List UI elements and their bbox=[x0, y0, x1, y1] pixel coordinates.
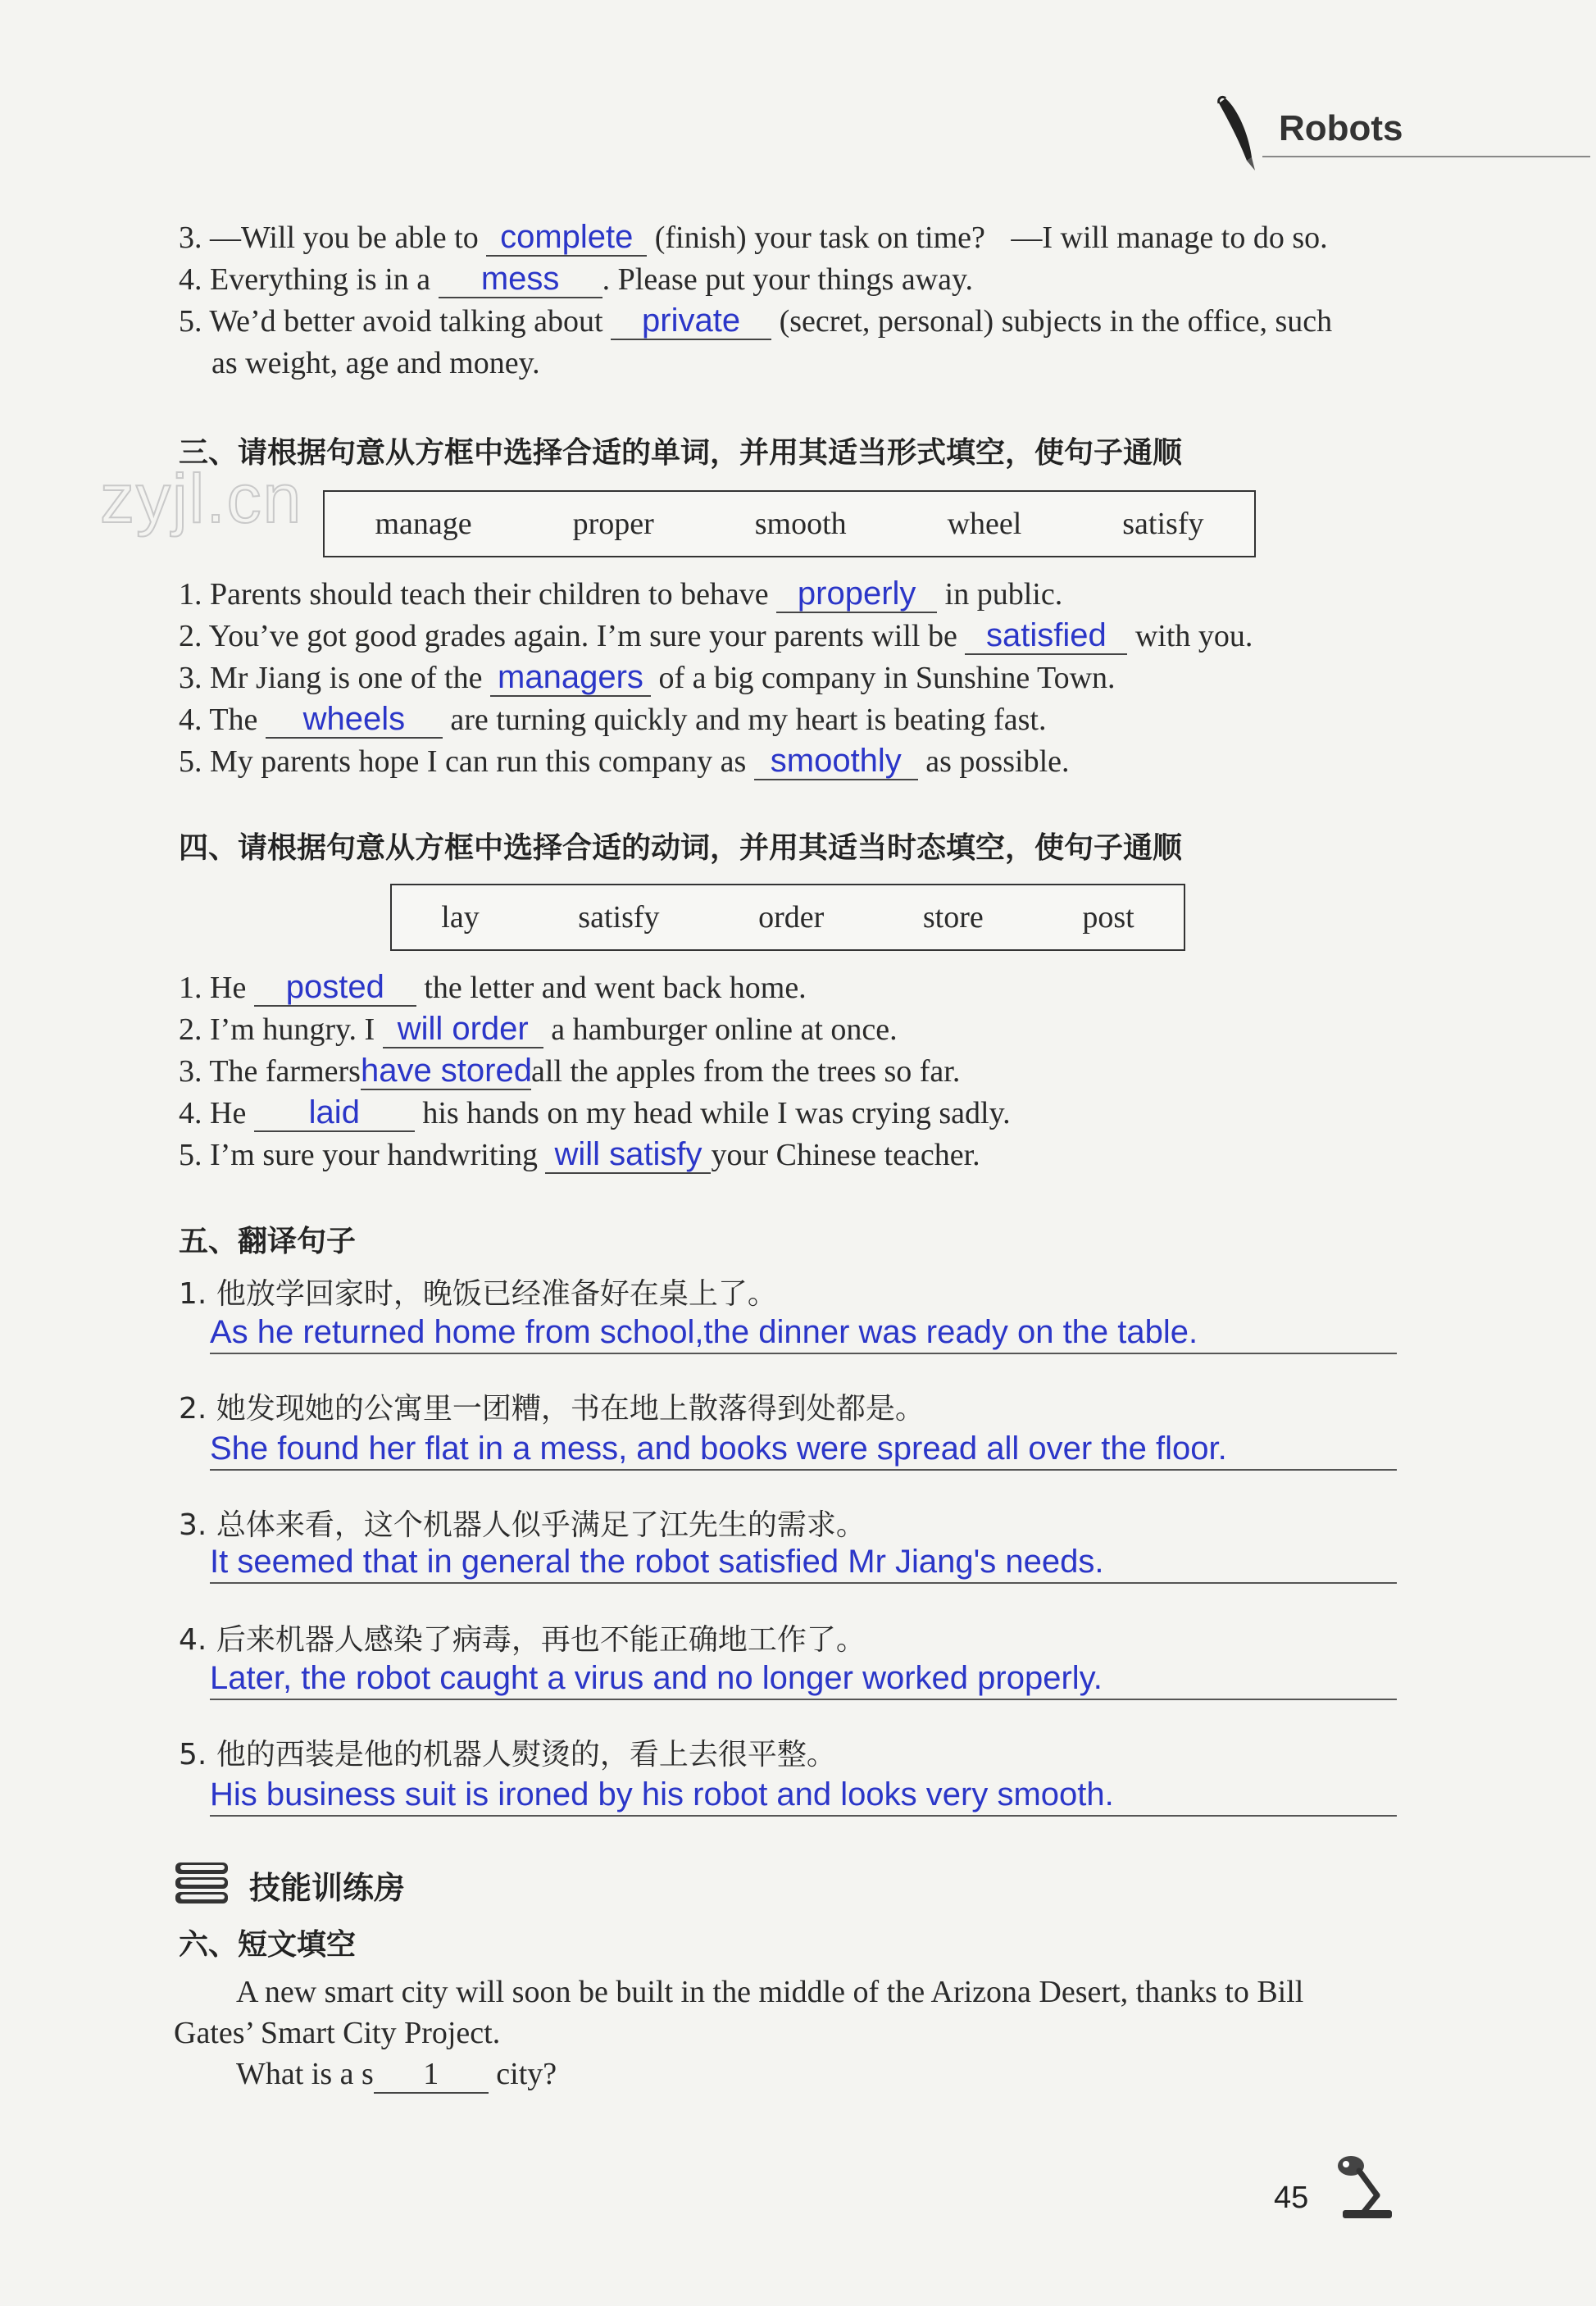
answer-blank[interactable]: posted bbox=[254, 969, 416, 1007]
answer-blank[interactable]: private bbox=[611, 302, 771, 340]
answer-blank[interactable]: wheels bbox=[266, 701, 443, 739]
translation-answer-4[interactable]: Later, the robot caught a virus and no longer worked properly. bbox=[210, 1658, 1397, 1700]
answer-blank[interactable]: smoothly bbox=[754, 743, 918, 780]
word-box-3 bbox=[323, 490, 1256, 557]
word-option: satisfy bbox=[1122, 507, 1204, 541]
answer-blank[interactable]: will satisfy bbox=[545, 1136, 711, 1174]
q3-4: 4. The wheels are turning quickly and my heart is beating fast. bbox=[179, 701, 1047, 737]
answer-blank[interactable]: mess bbox=[439, 261, 602, 298]
q2-5-line2: as weight, age and money. bbox=[211, 346, 540, 380]
q3-3: 3. Mr Jiang is one of the managers of a big company in Sunshine Town. bbox=[179, 659, 1116, 695]
answer-blank[interactable]: will order bbox=[383, 1011, 543, 1048]
word-option: store bbox=[922, 900, 984, 935]
unit-title: Robots bbox=[1279, 108, 1403, 148]
translate-prompt-1: 1. 他放学回家时，晚饭已经准备好在桌上了。 bbox=[179, 1277, 777, 1311]
translate-prompt-5: 5. 他的西装是他的机器人熨烫的，看上去很平整。 bbox=[179, 1738, 836, 1772]
translate-prompt-4: 4. 后来机器人感染了病毒，再也不能正确地工作了。 bbox=[179, 1623, 866, 1657]
section-heading-5: 五、翻译句子 bbox=[179, 1225, 357, 1258]
pen-icon bbox=[1209, 92, 1266, 174]
passage-blank-1[interactable]: 1 bbox=[374, 2056, 489, 2094]
q4-3: 3. The farmershave storedall the apples from the trees so far. bbox=[179, 1053, 961, 1089]
header-rule bbox=[1262, 156, 1590, 157]
q3-5: 5. My parents hope I can run this company as smoothly as possible. bbox=[179, 743, 1070, 779]
q2-5: 5. We’d better avoid talking about private (secret, personal) subjects in the office, such bbox=[179, 302, 1333, 339]
section-heading-3: 三、请根据句意从方框中选择合适的单词，并用其适当形式填空，使句子通顺 bbox=[179, 436, 1183, 470]
word-box-4 bbox=[390, 884, 1185, 951]
section-heading-4: 四、请根据句意从方框中选择合适的动词，并用其适当时态填空，使句子通顺 bbox=[179, 831, 1183, 865]
answer-blank[interactable]: have stored bbox=[360, 1053, 532, 1089]
translation-answer-1[interactable]: As he returned home from school,the dinner was ready on the table. bbox=[210, 1312, 1397, 1354]
translate-prompt-2: 2. 她发现她的公寓里一团糟，书在地上散落得到处都是。 bbox=[179, 1392, 925, 1426]
q3-2: 2. You’ve got good grades again. I’m sure your parents will be satisfied with you. bbox=[179, 617, 1253, 653]
books-icon bbox=[174, 1859, 230, 1905]
translation-answer-5[interactable]: His business suit is ironed by his robot and looks very smooth. bbox=[210, 1774, 1397, 1817]
translate-prompt-3: 3. 总体来看，这个机器人似乎满足了江先生的需求。 bbox=[179, 1508, 866, 1542]
answer-blank[interactable]: managers bbox=[490, 659, 651, 697]
skills-title: 技能训练房 bbox=[249, 1870, 406, 1906]
passage-line-1: A new smart city will soon be built in the middle of the Arizona Desert, thanks to Bill bbox=[236, 1975, 1304, 2009]
q3-1: 1. Parents should teach their children to behave properly in public. bbox=[179, 575, 1063, 612]
answer-blank[interactable]: properly bbox=[776, 575, 937, 613]
word-option: proper bbox=[572, 507, 654, 541]
watermark: zyjl.cn bbox=[100, 460, 303, 537]
answer-blank[interactable]: satisfied bbox=[965, 617, 1127, 655]
passage-question-1: What is a s 1 city? bbox=[236, 2054, 557, 2095]
q2-4: 4. Everything is in a mess . Please put your things away. bbox=[179, 261, 974, 297]
word-option: order bbox=[758, 900, 825, 935]
answer-blank[interactable]: laid bbox=[254, 1094, 415, 1132]
word-option: manage bbox=[375, 507, 472, 541]
q4-5: 5. I’m sure your handwriting will satisfy your Chinese teacher. bbox=[179, 1136, 980, 1172]
q4-1: 1. He posted the letter and went back home. bbox=[179, 969, 807, 1005]
section-heading-6: 六、短文填空 bbox=[179, 1928, 357, 1962]
q4-4: 4. He laid his hands on my head while I was crying sadly. bbox=[179, 1094, 1011, 1130]
page-number: 45 bbox=[1274, 2181, 1309, 2215]
word-option: smooth bbox=[754, 507, 847, 541]
word-option: satisfy bbox=[578, 900, 660, 935]
word-option: post bbox=[1082, 900, 1134, 935]
q2-3: 3. —Will you be able to complete (finish) your task on time? —I will manage to do so. bbox=[179, 219, 1328, 255]
q4-2: 2. I’m hungry. I will order a hamburger online at once. bbox=[179, 1011, 898, 1047]
translation-answer-2[interactable]: She found her flat in a mess, and books were spread all over the floor. bbox=[210, 1428, 1397, 1471]
word-option: lay bbox=[441, 900, 480, 935]
robot-lamp-icon bbox=[1326, 2148, 1400, 2222]
translation-answer-3[interactable]: It seemed that in general the robot satisfied Mr Jiang's needs. bbox=[210, 1541, 1397, 1584]
word-option: wheel bbox=[947, 507, 1022, 541]
answer-blank[interactable]: complete bbox=[486, 219, 647, 257]
passage-line-2: Gates’ Smart City Project. bbox=[174, 2016, 501, 2050]
